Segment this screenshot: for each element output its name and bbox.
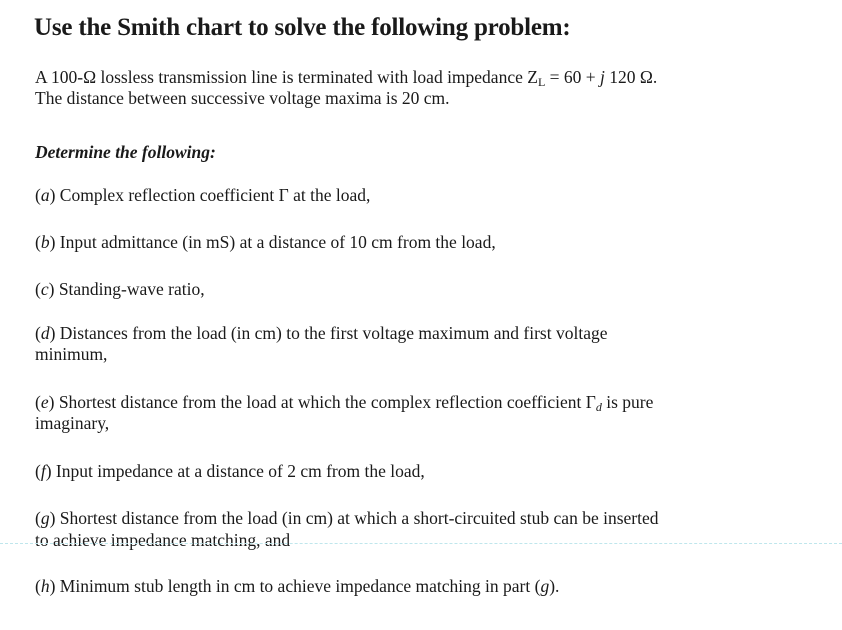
part-d-cont: minimum,	[35, 344, 108, 364]
part-d: (d) Distances from the load (in cm) to the first voltage maximum and first voltage	[35, 323, 608, 343]
part-g-cont: to achieve impedance matching, and	[35, 530, 291, 550]
part-b: (b) Input admittance (in mS) at a distance of 10 cm from the load,	[35, 232, 496, 252]
page-title: Use the Smith chart to solve the following problem:	[34, 14, 571, 41]
part-a: (a) Complex reflection coefficient Γ at the load,	[35, 185, 371, 205]
part-e-cont: imaginary,	[35, 413, 110, 433]
part-e: (e) Shortest distance from the load at which the complex reflection coefficient $\Gamma_d$ is pure	[35, 392, 654, 414]
scan-guide-line	[0, 543, 842, 544]
part-f: (f) Input impedance at a distance of 2 cm from the load,	[35, 461, 425, 481]
part-h: (h) Minimum stub length in cm to achieve impedance matching in part (g).	[35, 576, 560, 596]
intro-line-2: The distance between successive voltage maxima is 20 cm.	[35, 88, 450, 108]
subheading: Determine the following:	[35, 142, 216, 162]
intro-line-1: A 100-Ω lossless transmission line is terminated with load impedance $Z_L = 60 + j$ 120 Ω.	[35, 67, 658, 89]
part-c: (c) Standing-wave ratio,	[35, 279, 205, 299]
part-g: (g) Shortest distance from the load (in cm) at which a short-circuited stub can be inserted	[35, 508, 659, 528]
